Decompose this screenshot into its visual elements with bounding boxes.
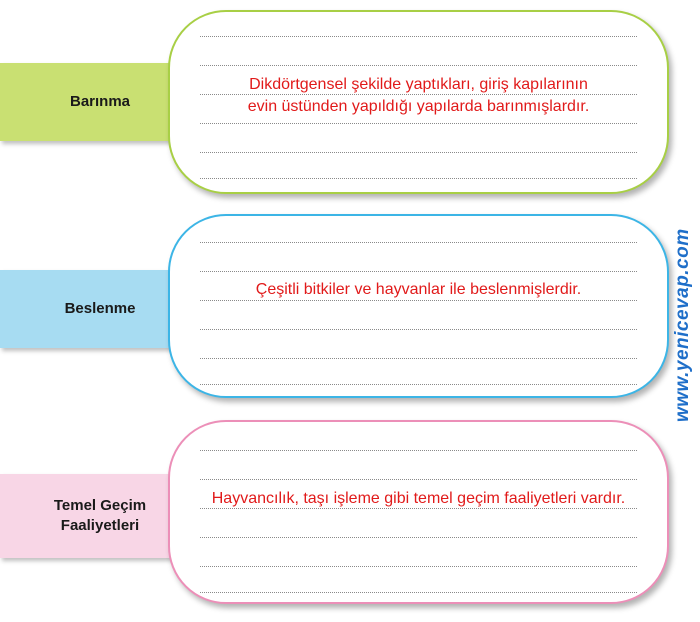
dotted-line xyxy=(200,358,637,359)
answer-card-barinma xyxy=(168,10,669,194)
dotted-line xyxy=(200,123,637,124)
dotted-line xyxy=(200,592,637,593)
dotted-line xyxy=(200,242,637,243)
watermark-text: www.yenicevap.com xyxy=(672,228,693,422)
answer-line: Hayvancılık, taşı işleme gibi temel geçim faaliyetleri vardır. xyxy=(211,490,626,507)
tab-label-temel-gecim: Temel Geçim Faaliyetleri xyxy=(53,497,147,534)
dotted-line xyxy=(200,537,637,538)
tab-label-barinma: Barınma xyxy=(69,93,131,110)
dotted-line xyxy=(200,450,637,451)
dotted-line xyxy=(200,384,637,385)
dotted-line xyxy=(200,36,637,37)
dotted-line xyxy=(200,329,637,330)
dotted-line xyxy=(200,178,637,179)
answer-card-beslenme xyxy=(168,214,669,398)
answer-card-temel-gecim xyxy=(168,420,669,604)
watermark-logo xyxy=(662,200,698,425)
answer-line: Çeşitli bitkiler ve hayvanlar ile beslenmişlerdir. xyxy=(255,281,582,298)
answer-line: evin üstünden yapıldığı yapılarda barınmışlardır. xyxy=(247,98,590,115)
tab-label-beslenme: Beslenme xyxy=(64,300,136,317)
dotted-line xyxy=(200,65,637,66)
dotted-line xyxy=(200,271,637,272)
dotted-line xyxy=(200,152,637,153)
dotted-line xyxy=(200,566,637,567)
dotted-line xyxy=(200,479,637,480)
answer-line: Dikdörtgensel şekilde yaptıkları, giriş kapılarının xyxy=(249,76,588,93)
